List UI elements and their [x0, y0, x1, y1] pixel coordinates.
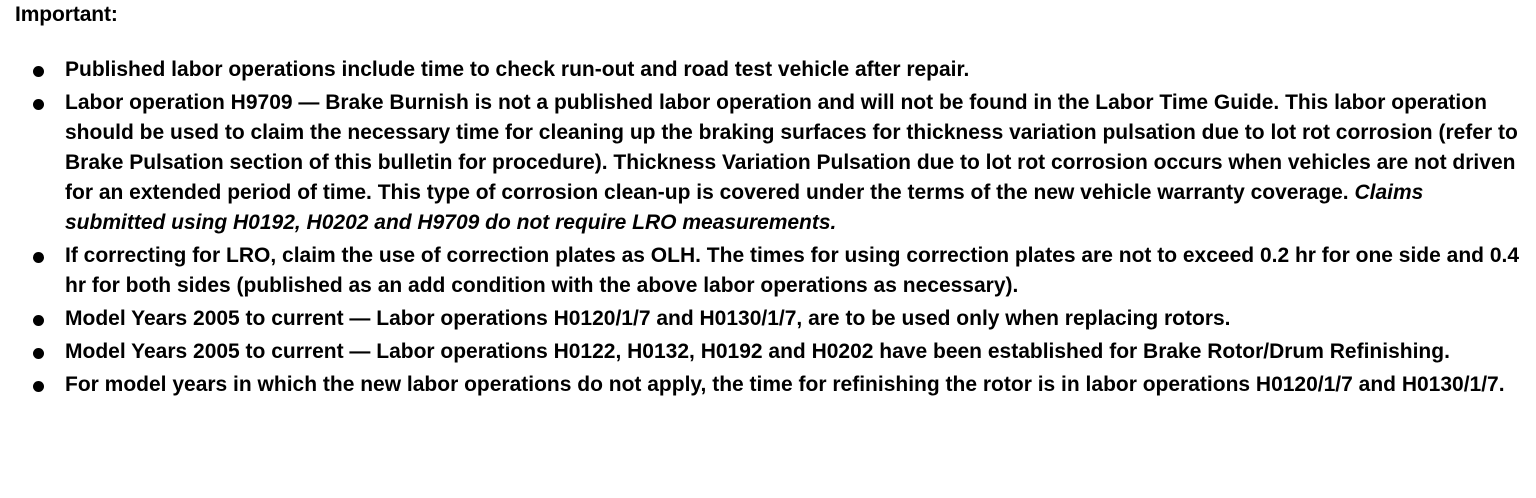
list-item [0, 337, 1536, 367]
important-heading: Important: [15, 3, 118, 26]
list-item [0, 88, 1536, 238]
bullet-icon [33, 252, 44, 263]
list-item-text: Model Years 2005 to current — Labor operations H0120/1/7 and H0130/1/7, are to be used only when replacing rotors. [65, 307, 1231, 330]
list-item-text: If correcting for LRO, claim the use of correction plates as OLH. The times for using correction plates are not to exceed 0.2 hr for one side and 0.4 hr for both sides (published as an add condition with the above labor operations as necessary). [65, 244, 1520, 297]
list-item-text: Labor operation H9709 — Brake Burnish is not a published labor operation and will not be found in the Labor Time Guide. This labor operation should be used to claim the necessary time for cleaning up the braking surfaces for thickness variation pulsation due to lot rot corrosion (refer to Brake Pulsation section of this bulletin for procedure). Thickness Variation Pulsation due to lot rot corrosion occurs when vehicles are not driven for an extended period of time. This type of corrosion clean-up is covered under the terms of the new vehicle warranty coverage. Claims submitted using H0192, H0202 and H9709 do not require LRO measurements. [65, 91, 1518, 234]
bullet-icon [33, 99, 44, 110]
list-item-text: Model Years 2005 to current — Labor operations H0122, H0132, H0192 and H0202 have been established for Brake Rotor/Drum Refinishing. [65, 340, 1450, 363]
bullet-list [0, 55, 1536, 403]
bullet-icon [33, 315, 44, 326]
list-item-text: Published labor operations include time to check run-out and road test vehicle after repair. [65, 58, 970, 81]
list-item-text: For model years in which the new labor operations do not apply, the time for refinishing the rotor is in labor operations H0120/1/7 and H0130/1/7. [65, 373, 1505, 396]
list-item [0, 370, 1536, 400]
bullet-icon [33, 381, 44, 392]
list-item [0, 241, 1536, 301]
list-item [0, 304, 1536, 334]
list-item [0, 55, 1536, 85]
italic-note: Claims submitted using H0192, H0202 and H9709 do not require LRO measurements. [65, 181, 1424, 234]
bullet-icon [33, 66, 44, 77]
bullet-icon [33, 348, 44, 359]
